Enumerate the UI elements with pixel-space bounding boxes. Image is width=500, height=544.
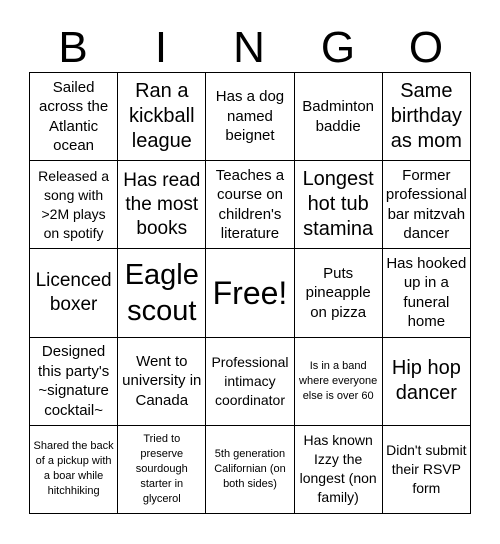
cell-text: Shared the back of a pickup with a boar while hitchhiking [33, 440, 114, 498]
header-letter-n: N [233, 23, 265, 72]
bingo-cell[interactable] [30, 249, 118, 337]
bingo-cell[interactable] [30, 73, 118, 161]
bingo-cell[interactable] [295, 161, 383, 249]
cell-text: Tried to preserve sourdough starter in glycerol [135, 432, 188, 505]
cell-text: Puts pineapple on pizza [305, 264, 371, 321]
cell-text: Released a song with >2M plays on spotify [38, 167, 109, 241]
bingo-cell[interactable] [295, 426, 383, 514]
cell-text: Has read the most books [123, 169, 201, 239]
bingo-cell[interactable] [118, 161, 206, 249]
bingo-cell[interactable] [206, 73, 294, 161]
bingo-cell[interactable] [383, 338, 471, 426]
bingo-cell[interactable] [30, 338, 118, 426]
cell-text: Former professional bar mitzvah dancer [385, 166, 467, 243]
cell-text: Licenced boxer [35, 269, 112, 315]
free-space-label: Free! [212, 274, 288, 311]
bingo-cell[interactable] [383, 73, 471, 161]
bingo-header [29, 24, 470, 72]
cell-text: Same birthday as mom [390, 80, 462, 153]
bingo-cell[interactable] [295, 249, 383, 337]
bingo-cell[interactable] [206, 426, 294, 514]
bingo-cell[interactable] [206, 338, 294, 426]
bingo-cell[interactable] [118, 426, 206, 514]
cell-text: Went to university in Canada [122, 352, 202, 409]
cell-text: Teaches a course on children's literature [215, 166, 285, 243]
bingo-cell[interactable] [295, 73, 383, 161]
free-space-cell[interactable] [206, 249, 294, 337]
header-letter-i: I [154, 23, 168, 72]
header-letter-o: O [408, 23, 444, 72]
cell-text: Longest hot tub stamina [302, 168, 374, 241]
cell-text: Badminton baddie [302, 98, 375, 135]
bingo-board [29, 72, 471, 514]
cell-text: 5th generation Californian (on both sides) [214, 447, 286, 490]
cell-text: Is in a band where everyone else is over 60 [299, 359, 378, 402]
bingo-cell[interactable] [30, 161, 118, 249]
bingo-cell[interactable] [118, 338, 206, 426]
cell-text: Hip hop dancer [391, 357, 461, 405]
bingo-cell[interactable] [295, 338, 383, 426]
bingo-cell[interactable] [30, 426, 118, 514]
header-letter-b: B [58, 23, 88, 72]
cell-text: Didn't submit their RSVP form [386, 441, 467, 496]
cell-text: Designed this party's ~signature cocktail~ [37, 343, 110, 419]
cell-text: Has known Izzy the longest (non family) [299, 432, 377, 506]
bingo-cell[interactable] [206, 161, 294, 249]
header-letter-g: G [320, 23, 356, 72]
cell-text: Has hooked up in a funeral home [386, 254, 467, 331]
cell-text: Ran a kickball league [128, 80, 195, 153]
bingo-cell[interactable] [383, 249, 471, 337]
cell-text: Sailed across the Atlantic ocean [38, 78, 109, 155]
bingo-cell[interactable] [383, 161, 471, 249]
bingo-cell[interactable] [383, 426, 471, 514]
bingo-cell[interactable] [118, 73, 206, 161]
cell-text: Professional intimacy coordinator [211, 353, 289, 408]
cell-text: Eagle scout [124, 258, 199, 327]
cell-text: Has a dog named beignet [215, 88, 285, 145]
bingo-cell[interactable] [118, 249, 206, 337]
